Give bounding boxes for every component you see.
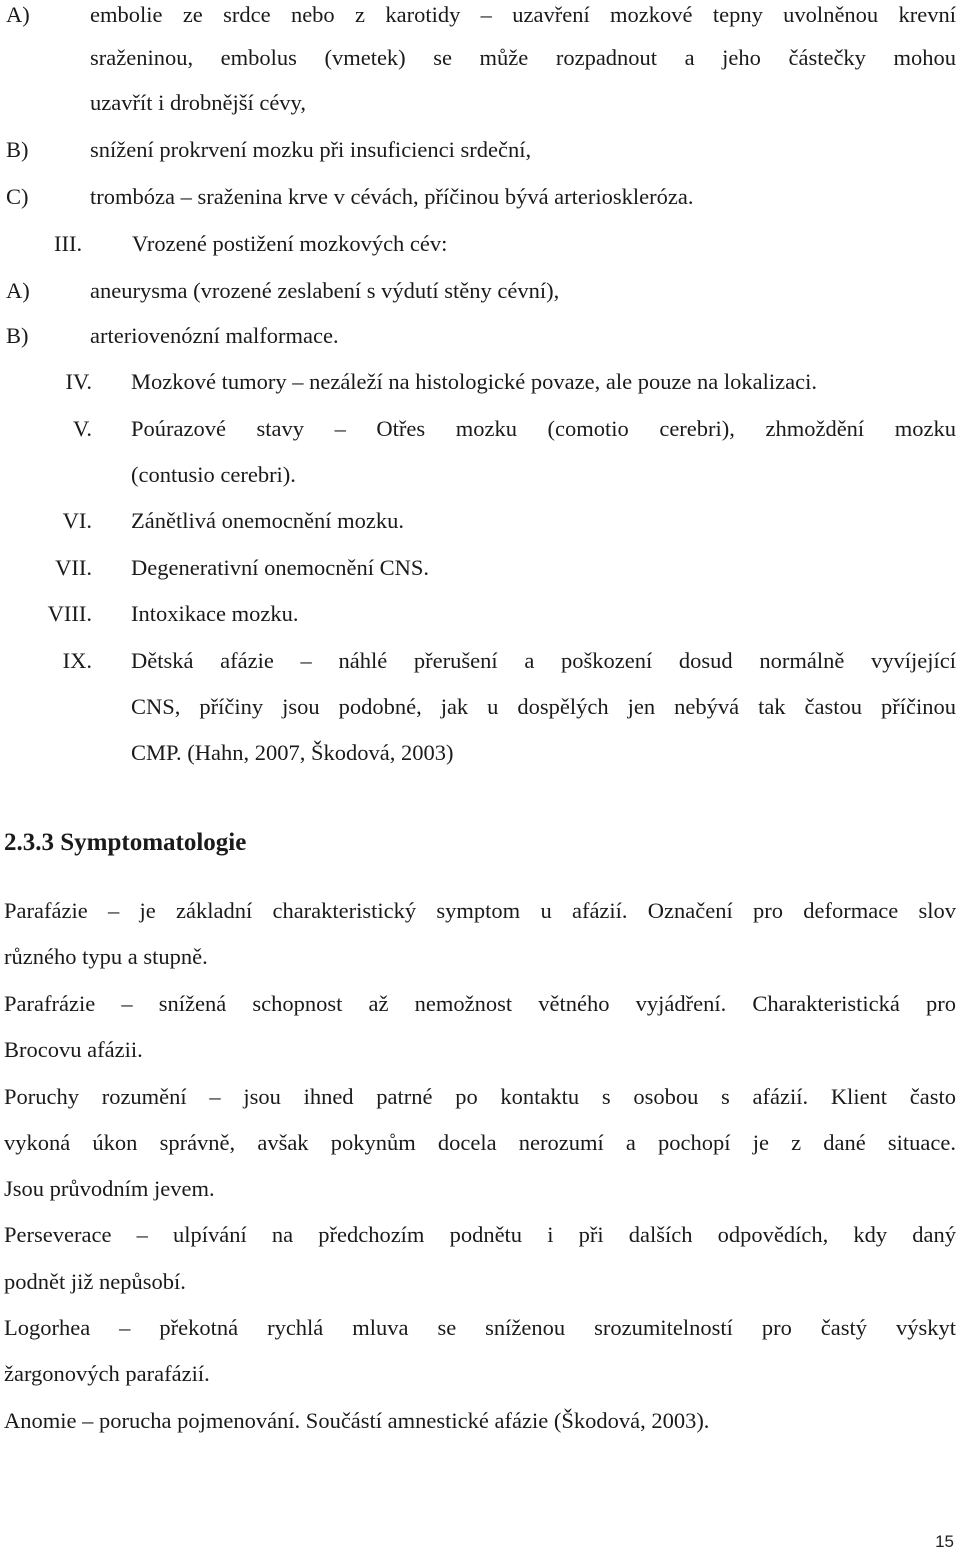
list-b-text: snížení prokrvení mozku při insuficienci srdeční,	[90, 137, 532, 162]
roman-item-iv-line-1: Mozkové tumory – nezáleží na histologické povaze, ale pouze na lokalizaci.	[131, 369, 817, 394]
roman-numeral-vii: VII.	[55, 555, 92, 580]
roman-numeral-iv: IV.	[65, 369, 92, 394]
section-heading: 2.3.3 Symptomatologie	[4, 829, 247, 856]
para-anomie-line-1: Anomie – porucha pojmenování. Součástí amnestické afázie (Škodová, 2003).	[4, 1408, 710, 1433]
para-parafrazie-line-1: Parafrázie – snížená schopnost až nemožnost větného vyjádření. Charakteristická pro	[4, 991, 956, 1016]
section-iii-label-b: B)	[6, 323, 29, 348]
para-poruchy-line-1: Poruchy rozumění – jsou ihned patrné po kontaktu s osobou s afázií. Klient často	[4, 1084, 956, 1109]
roman-numeral-ix: IX.	[62, 648, 92, 673]
list-a-line-2: sraženinou, embolus (vmetek) se může rozpadnout a jeho částečky mohou	[90, 45, 956, 70]
roman-item-vii-line-1: Degenerativní onemocnění CNS.	[131, 555, 430, 580]
roman-item-ix-line-2: CNS, příčiny jsou podobné, jak u dospělých jen nebývá tak častou příčinou	[131, 694, 956, 719]
page-number: 15	[935, 1532, 954, 1551]
para-poruchy-line-2: vykoná úkon správně, avšak pokynům docela nerozumí a pochopí je z dané situace.	[4, 1130, 956, 1155]
list-label-b: B)	[6, 137, 29, 162]
roman-item-ix-line-1: Dětská afázie – náhlé přerušení a poškození dosud normálně vyvíjející	[131, 648, 956, 673]
section-iii-a-text: aneurysma (vrozené zeslabení s výdutí stěny cévní),	[90, 278, 560, 303]
para-parafrazie-line-2: Brocovu afázii.	[4, 1037, 143, 1062]
roman-numeral-vi: VI.	[62, 508, 92, 533]
para-perseverace-line-2: podnět již nepůsobí.	[4, 1269, 186, 1294]
para-parafazie-line-2: různého typu a stupně.	[4, 944, 208, 969]
roman-numeral-v: V.	[73, 416, 92, 441]
roman-item-vi-line-1: Zánětlivá onemocnění mozku.	[131, 508, 405, 533]
section-iii-numeral: III.	[54, 231, 83, 256]
para-poruchy-line-3: Jsou průvodním jevem.	[4, 1176, 215, 1201]
section-iii-text: Vrozené postižení mozkových cév:	[132, 231, 448, 256]
list-label-a: A)	[6, 2, 30, 27]
roman-numeral-viii: VIII.	[47, 601, 92, 626]
list-label-c: C)	[6, 184, 29, 209]
roman-item-viii-line-1: Intoxikace mozku.	[131, 601, 299, 626]
list-c-text: trombóza – sraženina krve v cévách, příčinou bývá arterioskleróza.	[90, 184, 694, 209]
list-a-line-3: uzavřít i drobnější cévy,	[90, 90, 306, 115]
para-logorhea-line-2: žargonových parafázií.	[4, 1361, 210, 1386]
list-a-line-1: embolie ze srdce nebo z karotidy – uzavření mozkové tepny uvolněnou krevní	[90, 2, 956, 27]
roman-item-v-line-1: Poúrazové stavy – Otřes mozku (comotio cerebri), zhmoždění mozku	[131, 416, 956, 441]
section-iii-label-a: A)	[6, 278, 30, 303]
para-parafazie-line-1: Parafázie – je základní charakteristický symptom u afázií. Označení pro deformace slov	[4, 898, 956, 923]
section-iii-b-text: arteriovenózní malformace.	[90, 323, 339, 348]
roman-item-v-line-2: (contusio cerebri).	[131, 462, 296, 487]
para-perseverace-line-1: Perseverace – ulpívání na předchozím podnětu i při dalších odpovědích, kdy daný	[4, 1222, 956, 1247]
roman-item-ix-line-3: CMP. (Hahn, 2007, Škodová, 2003)	[131, 740, 454, 765]
para-logorhea-line-1: Logorhea – překotná rychlá mluva se sníženou srozumitelností pro častý výskyt	[4, 1315, 956, 1340]
